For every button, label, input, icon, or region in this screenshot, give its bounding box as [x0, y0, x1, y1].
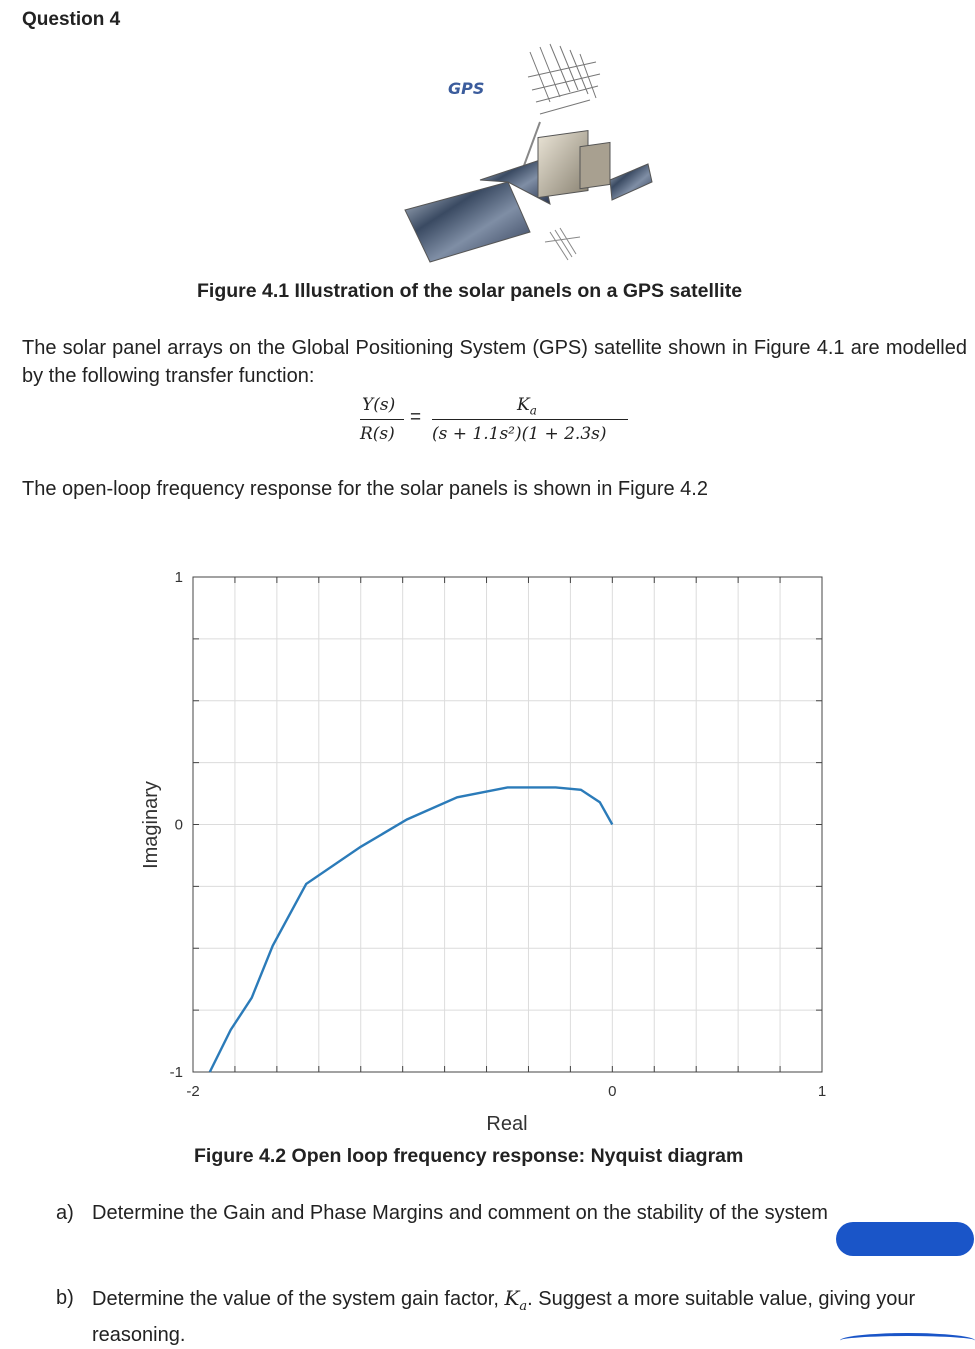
question-b-k-subscript: a: [519, 1299, 528, 1314]
solar-panel-left: [405, 182, 530, 262]
question-a-letter: a): [56, 1202, 74, 1224]
x-tick-label: -2: [186, 1083, 200, 1100]
y-axis-label: Imaginary: [140, 781, 162, 869]
nyquist-curve: [210, 787, 613, 1072]
redaction-mark-partial: [840, 1333, 975, 1348]
question-b-k: K: [504, 1286, 520, 1310]
y-tick-label: 0: [174, 816, 183, 834]
x-tick-label: 0: [608, 1083, 617, 1100]
x-tick-label: 1: [817, 1083, 827, 1100]
tf-equals-sign: =: [410, 407, 422, 428]
tf-lhs-numerator: Y(s): [362, 395, 396, 415]
question-b-text-after: . Suggest a more suitable value, giving your reasoning.: [92, 1288, 916, 1346]
tf-rhs-denominator: (s + 1.1s²)(1 + 2.3s): [432, 424, 607, 444]
tf-lhs-fraction-bar: [360, 419, 404, 420]
redaction-mark: [836, 1222, 974, 1256]
tf-k-subscript: a: [529, 403, 537, 418]
gps-satellite-illustration: [400, 32, 670, 272]
figure-4-1-caption: Figure 4.1 Illustration of the solar panels on a GPS satellite: [197, 280, 743, 302]
tf-lhs-denominator: R(s): [360, 424, 395, 444]
question-b-letter: b): [56, 1287, 74, 1309]
intro-paragraph: The solar panel arrays on the Global Positioning System (GPS) satellite shown in Figure 4.1 are modelled by the following transfer function:: [22, 337, 967, 387]
antenna-array-top: [528, 44, 600, 114]
nyquist-diagram: [135, 560, 835, 1140]
question-title: Question 4: [22, 9, 121, 30]
tf-k: K: [517, 395, 530, 415]
grid-lines: [193, 577, 822, 1072]
tf-rhs-numerator: [517, 395, 537, 417]
solar-panel-right: [610, 164, 652, 200]
question-b-text-before: Determine the value of the system gain factor,: [92, 1288, 505, 1310]
y-tick-label: 1: [174, 569, 183, 586]
antenna-array-bottom: [545, 228, 580, 260]
tf-rhs-fraction-bar: [432, 419, 628, 420]
gps-label: GPS: [448, 79, 485, 98]
openloop-paragraph: The open-loop frequency response for the solar panels is shown in Figure 4.2: [22, 478, 708, 500]
y-tick-label: -1: [169, 1064, 183, 1081]
figure-4-2-caption: Figure 4.2 Open loop frequency response: Nyquist diagram: [194, 1145, 744, 1167]
question-a-text: Determine the Gain and Phase Margins and comment on the stability of the system: [92, 1202, 828, 1224]
question-b-text: [92, 1284, 952, 1349]
x-axis-label: Real: [486, 1113, 528, 1135]
